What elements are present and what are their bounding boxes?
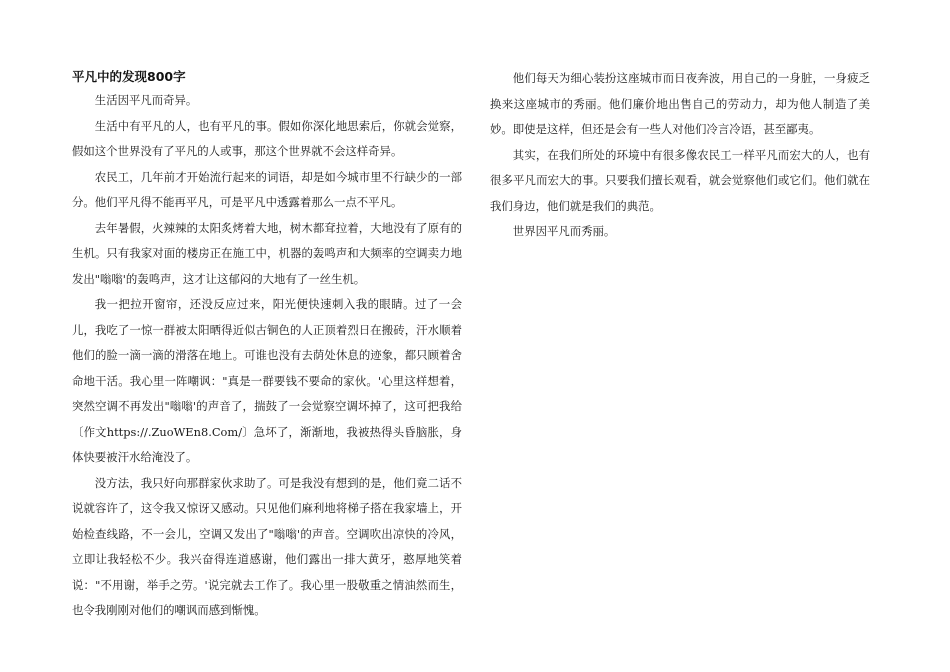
paragraph: 生活中有平凡的人，也有平凡的事。假如你深化地思索后，你就会觉察，假如这个世界没有了平凡的人或事，那这个世界就不会这样奇异。 bbox=[72, 118, 462, 158]
left-column bbox=[72, 66, 462, 624]
paragraph: 农民工，几年前才开始流行起来的词语，却是如今城市里不行缺少的一部分。他们平凡得不能再平凡，可是平凡中透露着那么一点不平凡。 bbox=[72, 169, 462, 209]
paragraph: 他们每天为细心装扮这座城市而日夜奔波，用自己的一身脏，一身疲乏换来这座城市的秀丽。他们廉价地出售自己的劳动力，却为他人制造了美妙。即使是这样，但还是会有一些人对他们冷言冷语，甚至鄙夷。 bbox=[490, 71, 870, 136]
right-column bbox=[490, 66, 870, 245]
paragraph: 其实，在我们所处的环境中有很多像农民工一样平凡而宏大的人，也有很多平凡而宏大的事。只要我们擅长观看，就会觉察他们或它们。他们就在我们身边，他们就是我们的典范。 bbox=[490, 147, 870, 213]
article-title: 平凡中的发现800字 bbox=[72, 69, 186, 84]
paragraph: 世界因平凡而秀丽。 bbox=[512, 224, 616, 238]
paragraph: 我一把拉开窗帘，还没反应过来，阳光便快速刺入我的眼睛。过了一会儿，我吃了一惊一群被太阳晒得近似古铜色的人正顶着烈日在搬砖，汗水顺着他们的脸一滴一滴的滑落在地上。可谁也没有去荫处休息的迹象，都只顾着舍命地干活。我心里一阵嘲讽："真是一群要钱不要命的家伙。'心里这样想着，突然空调不再发出"嗡嗡'的声音了，揣鼓了一会觉察空调坏掉了，这可把我给〔作文https://.ZuoWEn8.Com/〕急坏了，渐渐地，我被热得头昏脑胀，身体快要被汗水给淹没了。 bbox=[72, 297, 462, 464]
paragraph: 生活因平凡而奇异。 bbox=[94, 93, 198, 107]
paragraph: 去年暑假，火辣辣的太阳炙烤着大地，树木都耷拉着，大地没有了原有的生机。只有我家对面的楼房正在施工中，机器的轰鸣声和大频率的空调卖力地发出"嗡嗡'的轰鸣声，这才让这郁闷的大地有了一丝生机。 bbox=[72, 220, 462, 286]
paragraph: 没方法，我只好向那群家伙求助了。可是我没有想到的是，他们竟二话不说就容许了，这令我又惊讶又感动。只见他们麻利地将梯子搭在我家墙上，开始检查线路，不一会儿，空调又发出了"嗡嗡'的声音。空调吹出凉快的冷风，立即让我轻松不少。我兴奋得连道感谢，他们露出一排大黄牙，憨厚地笑着说："不用谢，举手之劳。'说完就去工作了。我心里一股敬重之情油然而生，也令我刚刚对他们的嘲讽而感到惭愧。 bbox=[72, 475, 462, 617]
